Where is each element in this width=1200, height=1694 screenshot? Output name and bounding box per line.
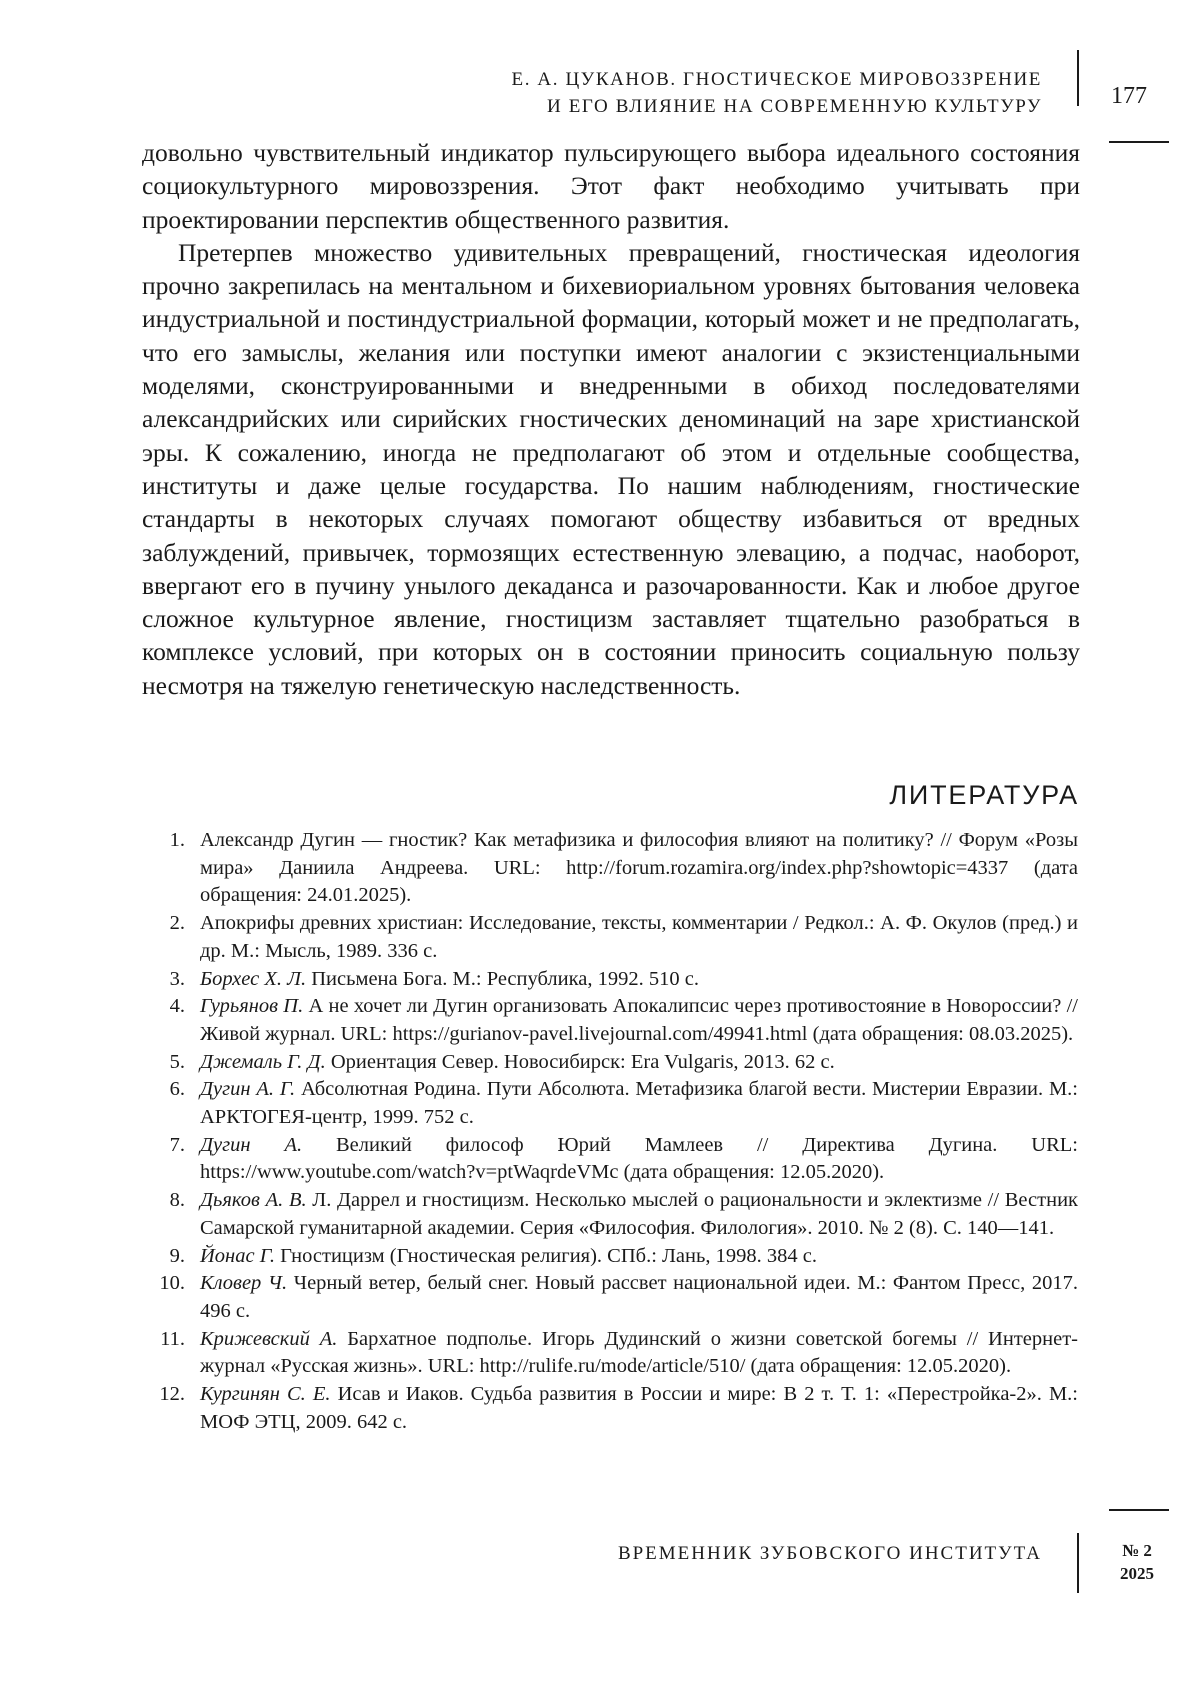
- reference-author: Йонас Г.: [200, 1244, 275, 1267]
- reference-number: 12.: [159, 1383, 185, 1406]
- header-horizontal-rule: [1109, 141, 1169, 143]
- reference-item: [142, 827, 1078, 910]
- reference-number: 1.: [169, 829, 185, 851]
- reference-text: [185, 1187, 1078, 1242]
- reference-number: 3.: [169, 967, 185, 990]
- issue-year: 2025: [1120, 1564, 1154, 1583]
- reference-item: [142, 1049, 1078, 1077]
- reference-text: [185, 1243, 1078, 1271]
- reference-author: Гурьянов П.: [200, 995, 304, 1018]
- reference-text: [185, 1381, 1078, 1436]
- reference-item: [142, 1076, 1078, 1131]
- reference-item: [142, 1132, 1078, 1187]
- reference-text: [185, 827, 1078, 910]
- reference-body: Л. Даррел и гностицизм. Несколько мыслей о рациональности и эклектизме // Вестник Самарской гуманитарной академии. Серия «Философия. Филология». 2010. № 2 (8). С. 140—141.: [200, 1189, 1079, 1239]
- journal-title: ВРЕМЕННИК ЗУБОВСКОГО ИНСТИТУТА: [617, 1543, 1042, 1564]
- reference-item: [142, 910, 1078, 965]
- reference-body: Ориентация Север. Новосибирск: Era Vulgaris, 2013. 62 с.: [325, 1050, 835, 1073]
- reference-item: [142, 1187, 1078, 1242]
- reference-number: 8.: [169, 1189, 185, 1212]
- reference-number: 4.: [169, 995, 185, 1018]
- reference-number: 11.: [160, 1327, 185, 1350]
- reference-body: Абсолютная Родина. Пути Абсолюта. Метафизика благой вести. Мистерии Евразии. М.: АРКТОГЕЯ-центр, 1999. 752 с.: [200, 1078, 1079, 1129]
- reference-item: [142, 1270, 1078, 1325]
- reference-body: Письмена Бога. М.: Республика, 1992. 510 с.: [306, 967, 699, 990]
- page-number: 177: [1111, 83, 1147, 109]
- reference-number: 2.: [169, 912, 185, 935]
- reference-body: Бархатное подполье. Игорь Дудинский о жизни советской богемы // Интернет-журнал «Русская жизнь». URL: http://rulife.ru/mode/article/510/ (дата обращения: 12.05.2020).: [200, 1327, 1078, 1378]
- reference-author: Борхес Х. Л.: [200, 967, 307, 990]
- issue-number: № 2: [1122, 1541, 1152, 1560]
- reference-author: Дугин А. Г.: [200, 1078, 296, 1101]
- reference-item: [142, 1243, 1078, 1271]
- references-list: [142, 827, 1078, 1436]
- footer-horizontal-rule: [1109, 1509, 1169, 1511]
- reference-body: Апокрифы древних христиан: Исследование, тексты, комментарии / Редкол.: А. Ф. Окулов (пред.) и др. М.: Мысль, 1989. 336 с.: [200, 912, 1078, 962]
- running-header-line-2: И ЕГО ВЛИЯНИЕ НА СОВРЕМЕННУЮ КУЛЬТУРУ: [547, 96, 1042, 117]
- reference-item: [142, 966, 1078, 994]
- reference-body: Гностицизм (Гностическая религия). СПб.: Лань, 1998. 384 с.: [274, 1244, 817, 1267]
- reference-text: [185, 1270, 1078, 1325]
- reference-body: Исав и Иаков. Судьба развития в России и мире: В 2 т. Т. 1: «Перестройка-2». М.: МОФ ЭТЦ, 2009. 642 с.: [200, 1383, 1079, 1433]
- reference-number: 7.: [169, 1133, 185, 1156]
- reference-number: 9.: [169, 1244, 185, 1267]
- reference-text: [185, 966, 1078, 994]
- reference-author: Дугин А.: [200, 1133, 303, 1156]
- article-body: [142, 136, 1080, 702]
- reference-item: [142, 993, 1078, 1048]
- reference-text: [185, 1076, 1078, 1131]
- reference-number: 5.: [169, 1050, 185, 1073]
- issue-info: [1106, 1539, 1168, 1585]
- reference-author: Дьяков А. В.: [200, 1189, 307, 1212]
- footer-vertical-rule: [1077, 1533, 1079, 1593]
- reference-text: [185, 1132, 1078, 1187]
- reference-text: [185, 910, 1078, 965]
- reference-item: [142, 1381, 1078, 1436]
- reference-body: Черный ветер, белый снег. Новый рассвет национальной идеи. М.: Фантом Пресс, 2017. 496 с.: [200, 1272, 1078, 1322]
- reference-number: 10.: [159, 1272, 185, 1295]
- reference-text: [185, 1049, 1078, 1077]
- reference-author: Кловер Ч.: [200, 1272, 288, 1295]
- running-header-line-1: Е. А. ЦУКАНОВ. ГНОСТИЧЕСКОЕ МИРОВОЗЗРЕНИЕ: [511, 69, 1042, 90]
- reference-body: Александр Дугин — гностик? Как метафизика и философия влияют на политику? // Форум «Розы мира» Даниила Андреева. URL: http://forum.rozamira.org/index.php?showtopic=4337 (дата обращения: 24.01.2025).: [200, 829, 1078, 907]
- reference-author: Джемаль Г. Д.: [200, 1050, 326, 1073]
- reference-author: Крижевский А.: [200, 1327, 338, 1350]
- reference-author: Кургинян С. Е.: [200, 1383, 331, 1406]
- header-vertical-rule: [1077, 50, 1079, 106]
- reference-body: А не хочет ли Дугин организовать Апокалипсис через противостояние в Новороссии? // Живой журнал. URL: https://gurianov-pavel.livejournal.com/49941.html (дата обращения: 08.03.2025).: [200, 995, 1078, 1045]
- reference-text: [185, 993, 1078, 1048]
- reference-body: Великий философ Юрий Мамлеев // Директива Дугина. URL: https://www.youtube.com/watch?v=ptWaqrdeVMc (дата обращения: 12.05.2020).: [200, 1133, 1078, 1184]
- body-paragraph-2: Претерпев множество удивительных превращений, гностическая идеология прочно закрепилась на ментальном и бихевиориальном уровнях бытования человека индустриальной и постиндустриальной формации, который может и не предполагать, что его замыслы, желания или поступки имеют аналогии с экзистенциальными моделями, сконструированными и внедренными в обиход последователями александрийских или сирийских гностических деноминаций на заре христианской эры. К сожалению, иногда не предполагают об этом и отдельные сообщества, институты и даже целые государства. По нашим наблюдениям, гностические стандарты в некоторых случаях помогают обществу избавиться от вредных заблуждений, привычек, тормозящих естественную элевацию, а подчас, наоборот, ввергают его в пучину унылого декаданса и разочарованности. Как и любое другое сложное культурное явление, гностицизм заставляет тщательно разобраться в комплексе условий, при которых он в состоянии приносить социальную пользу несмотря на тяжелую генетическую наследственность.: [142, 237, 1080, 700]
- running-header: [342, 66, 1042, 120]
- reference-text: [185, 1326, 1078, 1381]
- references-heading: ЛИТЕРАТУРА: [889, 780, 1079, 810]
- body-paragraph-1: довольно чувствительный индикатор пульсирующего выбора идеального состояния социокультурного мировоззрения. Этот факт необходимо учитывать при проектировании перспектив общественного развития.: [142, 138, 1080, 234]
- reference-number: 6.: [169, 1078, 185, 1101]
- reference-item: [142, 1326, 1078, 1381]
